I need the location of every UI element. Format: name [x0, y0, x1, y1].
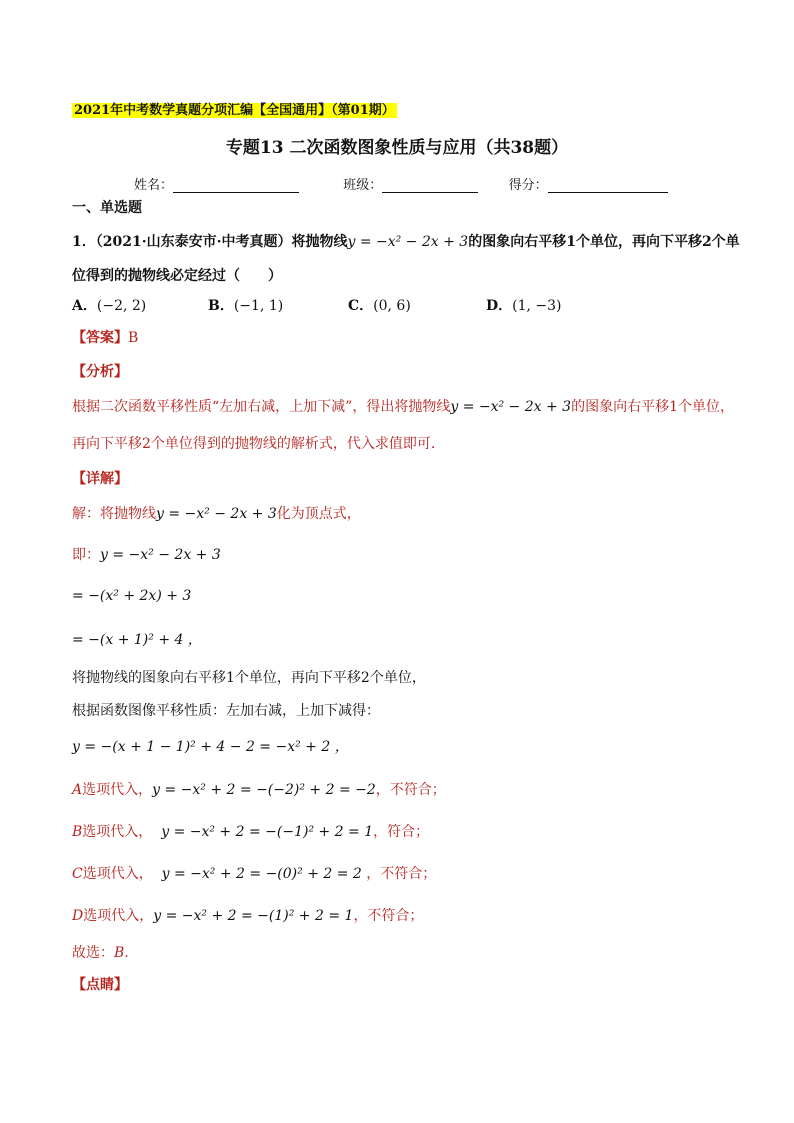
name-label: 姓名： — [134, 178, 174, 193]
answer-label: 【答案】 — [72, 330, 128, 346]
series-tag — [72, 101, 397, 121]
analysis-line-2: 再向下平移2个单位得到的抛物线的解析式，代入求值即可. — [72, 436, 436, 452]
detail-formula: y = −x² − 2x + 3 — [100, 547, 221, 563]
score-blank — [548, 178, 668, 193]
detail-text: 故选： — [72, 945, 114, 961]
option-letter: A — [72, 782, 83, 798]
detail-line-2 — [72, 545, 221, 565]
option-a-value: (−2, 2) — [96, 298, 147, 314]
detail-text: ，符合； — [373, 824, 430, 840]
option-c-letter: C． — [348, 298, 374, 314]
detail-line-5: 将抛物线的图象向右平移1个单位，再向下平移2个单位， — [72, 670, 426, 686]
analysis-formula: y = −x² − 2x + 3 — [450, 399, 572, 415]
detail-option-d — [72, 906, 423, 926]
detail-text: ，不符合； — [353, 908, 424, 924]
detail-text: ，不符合； — [375, 782, 446, 798]
detail-answer: B. — [114, 945, 129, 961]
comment-label: 【点睛】 — [72, 977, 128, 993]
option-letter: B — [72, 824, 83, 840]
page-title: 专题13 二次函数图象性质与应用（共38题） — [225, 138, 569, 158]
option-letter: C — [72, 866, 83, 882]
detail-text: 选项代入， — [82, 782, 153, 798]
section-heading: 一、单选题 — [72, 200, 142, 216]
analysis-text-b: 的图象向右平移1个单位， — [571, 399, 734, 415]
detail-label: 【详解】 — [72, 471, 128, 487]
detail-line-6: 根据函数图像平移性质：左加右减，上加下减得： — [72, 703, 380, 719]
analysis-text-a: 根据二次函数平移性质“左加右减，上加下减”，得出将抛物线 — [72, 399, 451, 415]
detail-formula: y = −x² − 2x + 3 — [156, 506, 277, 522]
detail-line-4: = −(x + 1)² + 4 ， — [72, 632, 202, 648]
answer-value: B — [128, 330, 139, 346]
option-a — [72, 296, 146, 316]
detail-line-3: = −(x² + 2x) + 3 — [72, 588, 192, 604]
student-info-row — [134, 176, 668, 196]
question-line-1 — [72, 232, 740, 252]
detail-formula: y = −x² + 2 = −(−1)² + 2 = 1 — [161, 824, 374, 840]
detail-text: 化为顶点式， — [276, 506, 361, 522]
detail-option-a — [72, 780, 446, 800]
detail-text: 选项代入， — [82, 824, 153, 840]
detail-text: 选项代入， — [82, 866, 153, 882]
option-b-value: (−1, 1) — [233, 298, 284, 314]
option-a-letter: A． — [72, 298, 97, 314]
detail-text: ，不符合； — [366, 866, 437, 882]
option-c — [348, 296, 411, 316]
highlighted-tag: 2021年中考数学真题分项汇编【全国通用】（第01期） — [74, 103, 395, 118]
option-letter: D — [72, 908, 84, 924]
option-d — [486, 296, 562, 316]
option-c-value: (0, 6) — [373, 298, 411, 314]
answer-line — [72, 328, 138, 348]
option-b-letter: B． — [208, 298, 234, 314]
detail-formula: y = −x² + 2 = −(0)² + 2 = 2 — [161, 866, 362, 882]
option-d-value: (1, −3) — [512, 298, 562, 314]
question-formula: y = −x² − 2x + 3 — [347, 234, 469, 250]
name-blank — [173, 178, 299, 193]
option-d-letter: D． — [486, 298, 513, 314]
detail-text: 解：将抛物线 — [72, 506, 156, 522]
option-b — [208, 296, 283, 316]
detail-conclusion — [72, 943, 129, 963]
question-suffix: 的图象向右平移1个单位，再向下平移2个单 — [468, 234, 740, 250]
detail-line-7: y = −(x + 1 − 1)² + 4 − 2 = −x² + 2 ， — [72, 739, 349, 755]
class-blank — [382, 178, 478, 193]
score-label: 得分： — [508, 178, 548, 193]
detail-option-b — [72, 822, 429, 842]
detail-formula: y = −x² + 2 = −(−2)² + 2 = −2 — [152, 782, 376, 798]
detail-option-c — [72, 864, 436, 884]
question-prefix: 1．（2021·山东泰安市·中考真题）将抛物线 — [72, 234, 348, 250]
detail-formula: y = −x² + 2 = −(1)² + 2 = 1 — [153, 908, 354, 924]
class-label: 班级： — [343, 178, 383, 193]
analysis-line-1 — [72, 397, 734, 417]
question-line-2: 位得到的抛物线必定经过（ ） — [72, 268, 282, 284]
detail-text: 即： — [72, 547, 100, 563]
detail-line-1 — [72, 504, 361, 524]
detail-text: 选项代入， — [83, 908, 154, 924]
analysis-label: 【分析】 — [72, 364, 128, 380]
